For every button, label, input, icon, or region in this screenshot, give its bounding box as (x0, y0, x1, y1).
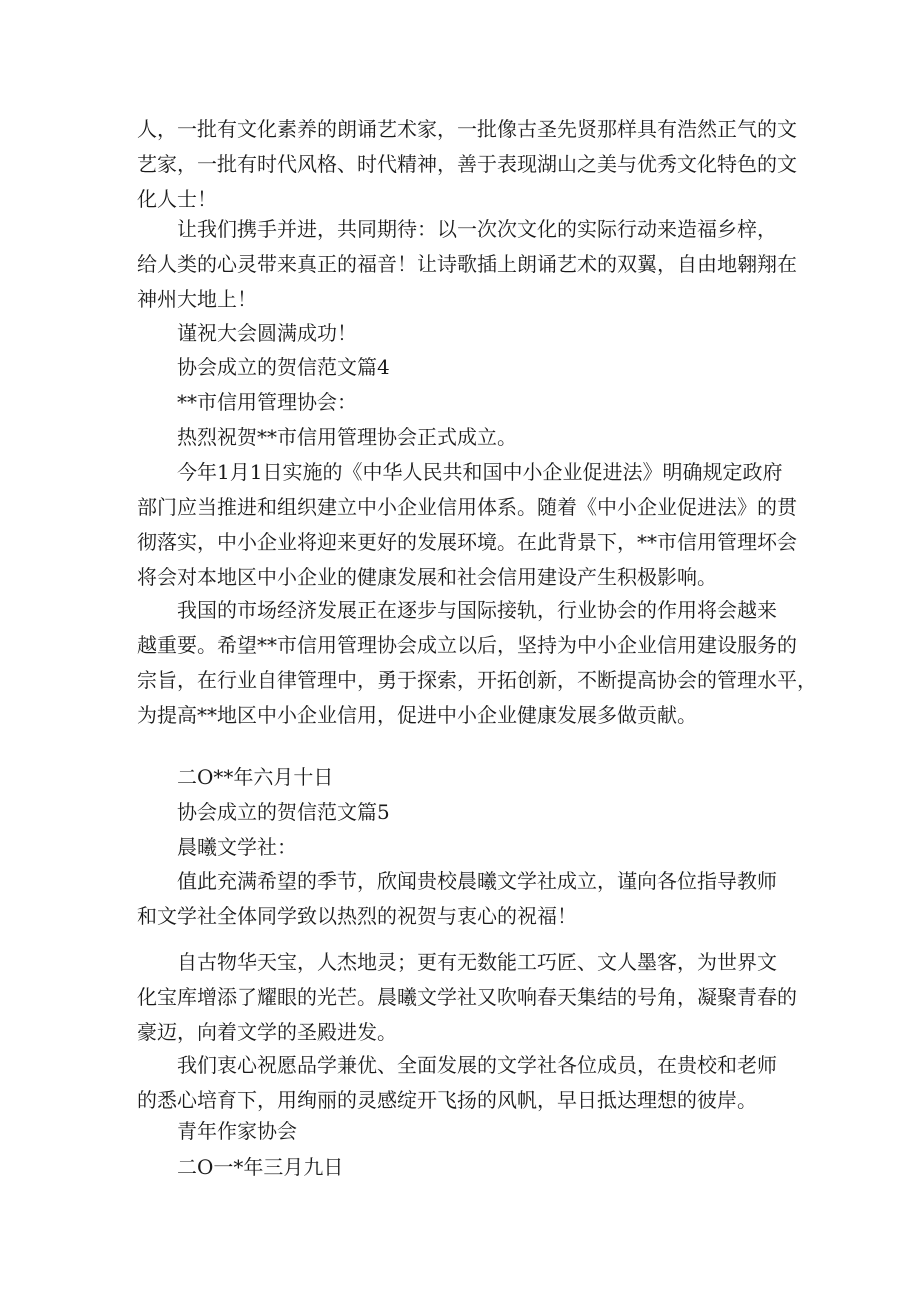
paragraph-continuation (137, 112, 797, 217)
text-line: 自古物华天宝，人杰地灵；更有无数能工巧匠、文人墨客，为世界文 (177, 950, 777, 974)
text-line: 热烈祝贺**市信用管理协会正式成立。 (177, 425, 517, 449)
salutation (137, 830, 793, 865)
paragraph-law (137, 455, 797, 595)
heading-text: 协会成立的贺信范文篇5 (177, 800, 390, 824)
text-line: 为提高**地区中小企业信用，促进中小企业健康发展多做贡献。 (137, 703, 697, 727)
date-text: 二O**年六月十日 (177, 765, 334, 789)
paragraph-call-to-action (137, 212, 797, 317)
text-line: 艺家，一批有时代风格、时代精神，善于表现湖山之美与优秀文化特色的文 (137, 152, 797, 176)
text-line: 部门应当推进和组织建立中小企业信用体系。随着《中小企业促进法》的贯 (137, 495, 797, 519)
text-line: 越重要。希望**市信用管理协会成立以后，坚持为中小企业信用建设服务的 (137, 633, 797, 657)
text-line: 化宝库增添了耀眼的光芒。晨曦文学社又吹响春天集结的号角，凝聚青春的 (137, 985, 797, 1009)
section-heading-4 (137, 350, 793, 385)
paragraph-wishes (137, 316, 793, 351)
text-line: 和文学社全体同学致以热烈的祝贺与衷心的祝福！ (137, 904, 577, 928)
section-heading-5 (137, 795, 793, 830)
text-line: 神州大地上！ (137, 287, 257, 311)
text-line: 宗旨，在行业自律管理中，勇于探索，开拓创新，不断提高协会的管理水平， (137, 668, 817, 692)
text-line: 豪迈，向着文学的圣殿进发。 (137, 1020, 397, 1044)
signature (137, 1114, 793, 1149)
signature-text: 青年作家协会 (177, 1119, 297, 1143)
salutation (137, 385, 793, 420)
paragraph-blessing (137, 1048, 793, 1118)
text-line: 我国的市场经济发展正在逐步与国际接轨，行业协会的作用将会越来 (177, 598, 777, 622)
date-line (137, 1150, 793, 1185)
text-line: 让我们携手并进，共同期待：以一次次文化的实际行动来造福乡梓， (177, 217, 777, 241)
paragraph-congrats (137, 420, 793, 455)
text-line: 将会对本地区中小企业的健康发展和社会信用建设产生积极影响。 (137, 565, 717, 589)
text-line: **市信用管理协会： (177, 390, 357, 414)
text-line: 化人士！ (137, 187, 217, 211)
text-line: 值此充满希望的季节，欣闻贵校晨曦文学社成立，谨向各位指导教师 (177, 869, 777, 893)
text-line: 晨曦文学社： (177, 835, 297, 859)
text-line: 谨祝大会圆满成功！ (177, 321, 357, 345)
text-line: 给人类的心灵带来真正的福音！让诗歌插上朗诵艺术的双翼，自由地翱翔在 (137, 252, 797, 276)
heading-text: 协会成立的贺信范文篇4 (177, 355, 390, 379)
date-text: 二O一*年三月九日 (177, 1155, 344, 1179)
text-line: 今年1月1日实施的《中华人民共和国中小企业促进法》明确规定政府 (177, 460, 783, 484)
text-line: 彻落实，中小企业将迎来更好的发展环境。在此背景下，**市信用管理坏会 (137, 530, 797, 554)
text-line: 的悉心培育下，用绚丽的灵感绽开飞扬的风帆，早日抵达理想的彼岸。 (137, 1088, 757, 1112)
paragraph-season (137, 864, 793, 934)
paragraph-market (137, 593, 817, 733)
paragraph-history (137, 945, 797, 1050)
text-line: 我们衷心祝愿品学兼优、全面发展的文学社各位成员，在贵校和老师 (177, 1053, 777, 1077)
date-line (137, 760, 793, 795)
text-line: 人，一批有文化素养的朗诵艺术家，一批像古圣先贤那样具有浩然正气的文 (137, 117, 797, 141)
